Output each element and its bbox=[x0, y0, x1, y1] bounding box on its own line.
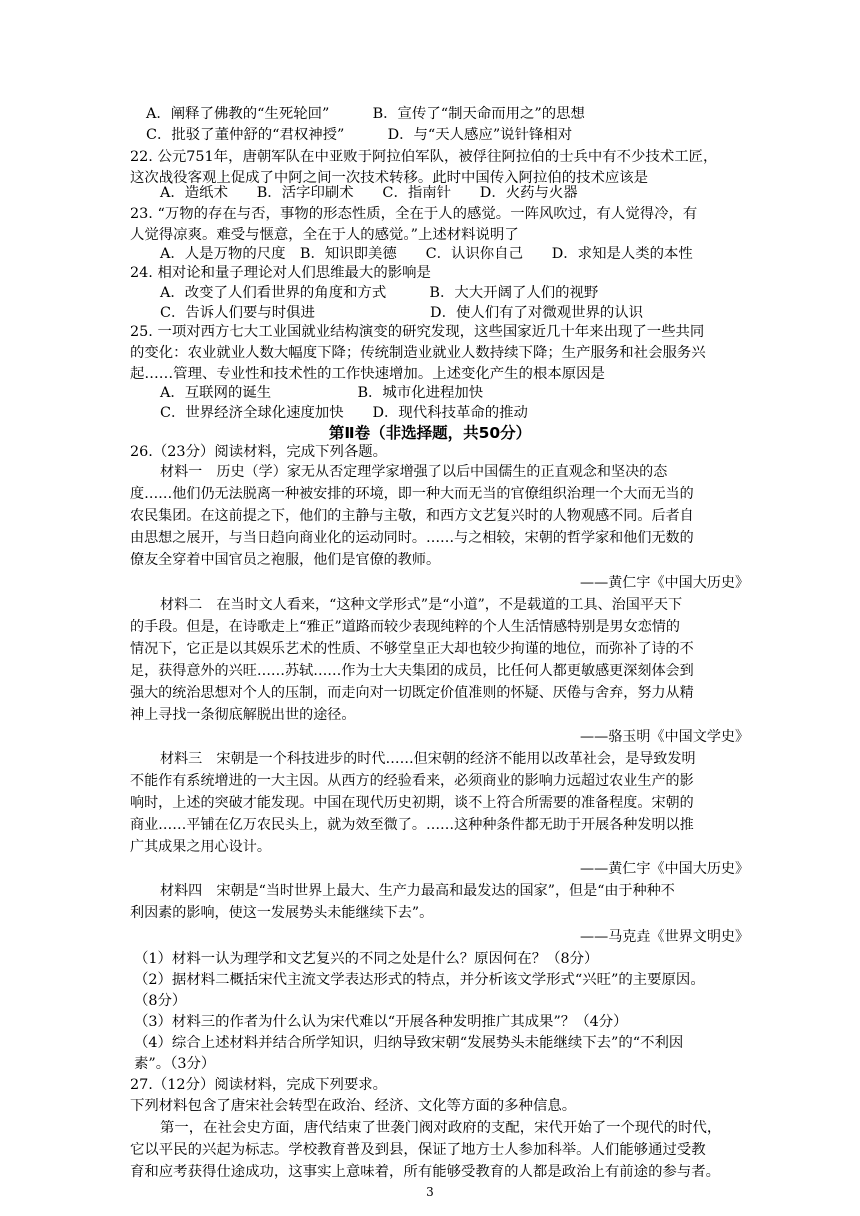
q21-options-ab: A．阐释了佛教的“生死轮回” B．宣传了“制天命而用之”的思想 bbox=[146, 106, 585, 122]
section-title: 第Ⅱ卷（非选择题，共50分） bbox=[328, 424, 532, 442]
q23-options: A．人是万物的尺度 B．知识即美德 C．认识你自己 D．求知是人类的本性 bbox=[160, 246, 693, 262]
material-3-source: ——黄仁宇《中国大历史》 bbox=[580, 861, 750, 877]
material-1-line1: 材料一 历史（学）家无从否定理学家增强了以后中国儒生的正直观念和坚决的态 bbox=[160, 464, 668, 480]
material-4-line2: 利因素的影响，使这一发展势头未能继续下去”。 bbox=[130, 905, 434, 921]
q22-stem-line1: 22. 公元751年，唐朝军队在中亚败于阿拉伯军队，被俘往阿拉伯的士兵中有不少技术工匠， bbox=[130, 149, 718, 165]
material-3-line2: 不能作有系统增进的一大主因。从西方的经验看来，必须商业的影响力远超过农业生产的影 bbox=[130, 773, 694, 789]
q27-material-line2: 它以平民的兴起为标志。学校教育普及到县，保证了地方士人参加科举。人们能够通过受教 bbox=[130, 1142, 706, 1158]
q26-heading: 26.（23分）阅读材料，完成下列各题。 bbox=[130, 444, 388, 460]
material-2-line3: 情况下，它正是以其娱乐艺术的性质、不够堂皇正大却也较少拘谨的地位，而弥补了诗的不 bbox=[130, 641, 694, 657]
q26-subquestion-1: （1）材料一认为理学和文艺复兴的不同之处是什么？原因何在？（8分） bbox=[134, 951, 599, 967]
material-3-line1: 材料三 宋朝是一个科技进步的时代……但宋朝的经济不能用以改革社会，是导致发明 bbox=[160, 751, 696, 767]
material-1-source: ——黄仁宇《中国大历史》 bbox=[580, 575, 750, 591]
q23-stem-line1: 23. “万物的存在与否，事物的形态性质，全在于人的感觉。一阵风吹过，有人觉得冷，有 bbox=[130, 206, 698, 222]
q22-stem-line2: 这次战役客观上促成了中阿之间一次技术转移。此时中国传入阿拉伯的技术应该是 bbox=[130, 170, 649, 186]
q25-options-cd: C．世界经济全球化速度加快 D．现代科技革命的推动 bbox=[160, 405, 528, 421]
q25-stem-line1: 25. 一项对西方七大工业国就业结构演变的研究发现，这些国家近几十年来出现了一些共同 bbox=[130, 324, 705, 340]
material-2-source: ——骆玉明《中国文学史》 bbox=[580, 729, 750, 745]
material-3-line3: 响时，上述的突破才能发现。中国在现代历史初期，谈不上符合所需要的准备程度。宋朝的 bbox=[130, 795, 694, 811]
q24-stem: 24. 相对论和量子理论对人们思维最大的影响是 bbox=[130, 265, 431, 281]
material-3-line5: 广其成果之用心设计。 bbox=[130, 839, 271, 855]
page-number: 3 bbox=[426, 1185, 434, 1199]
material-2-line5: 强大的统治思想对个人的压制，而走向对一切既定价值准则的怀疑、厌倦与舍弃，努力从精 bbox=[130, 685, 694, 701]
q25-stem-line3: 起……管理、专业性和技术性的工作快速增加。上述变化产生的根本原因是 bbox=[130, 366, 605, 382]
material-4-source: ——马克垚《世界文明史》 bbox=[580, 929, 750, 945]
q26-subquestion-4-score: 素”。（3分） bbox=[134, 1056, 216, 1072]
material-3-line4: 商业……平铺在亿万农民头上，就为效至微了。……这种种条件都无助于开展各种发明以推 bbox=[130, 817, 694, 833]
material-1-line4: 由思想之展开，与当日趋向商业化的运动同时。……与之相较，宋朝的哲学家和他们无数的 bbox=[130, 530, 694, 546]
material-1-line2: 度……他们仍无法脱离一种被安排的环境，即一种大而无当的官僚组织治理一个大而无当的 bbox=[130, 486, 694, 502]
material-1-line5: 僚友全穿着中国官员之袍服，他们是官僚的教师。 bbox=[130, 552, 441, 568]
q22-options: A．造纸术 B．活字印刷术 C．指南针 D．火药与火器 bbox=[160, 185, 578, 201]
q24-options-cd: C．告诉人们要与时俱进 D．使人们有了对微观世界的认识 bbox=[160, 305, 644, 321]
q26-subquestion-4: （4）综合上述材料并结合所学知识，归纳导致宋朝“发展势头未能继续下去”的“不利因 bbox=[134, 1035, 684, 1051]
q25-stem-line2: 的变化：农业就业人数大幅度下降；传统制造业就业人数持续下降；生产服务和社会服务兴 bbox=[130, 345, 706, 361]
q27-material-line3: 育和应考获得仕途成功，这事实上意味着，所有能够受教育的人都是政治上有前途的参与者。 bbox=[130, 1164, 721, 1180]
q26-subquestion-3: （3）材料三的作者为什么认为宋代难以“开展各种发明推广其成果”？（4分） bbox=[134, 1014, 628, 1030]
material-4-line1: 材料四 宋朝是“当时世界上最大、生产力最高和最发达的国家”，但是“由于种种不 bbox=[160, 883, 675, 899]
q26-subquestion-2-score: （8分） bbox=[134, 993, 187, 1009]
material-2-line1: 材料二 在当时文人看来，“这种文学形式”是“小道”，不是载道的工具、治国平天下 bbox=[160, 597, 683, 613]
q27-heading: 27.（12分）阅读材料，完成下列要求。 bbox=[130, 1077, 388, 1093]
q24-options-ab: A．改变了人们看世界的角度和方式 B．大大开阔了人们的视野 bbox=[160, 285, 599, 301]
q21-options-cd: C．批驳了董仲舒的“君权神授” D．与“天人感应”说针锋相对 bbox=[146, 127, 573, 143]
q25-options-ab: A．互联网的诞生 B．城市化进程加快 bbox=[160, 385, 484, 401]
material-2-line2: 的手段。但是，在诗歌走上“雅正”道路而较少表现纯粹的个人生活情感特别是男女恋情的 bbox=[130, 619, 680, 635]
material-2-line4: 足，获得意外的兴旺……苏轼……作为士大夫集团的成员，比任何人都更敏感更深刻体会到 bbox=[130, 663, 694, 679]
q23-stem-line2: 人觉得凉爽。难受与惬意，全在于人的感觉。”上述材料说明了 bbox=[130, 227, 519, 243]
material-1-line3: 农民集团。在这前提之下，他们的主静与主敬，和西方文艺复兴时的人物观感不同。后者自 bbox=[130, 508, 694, 524]
q26-subquestion-2: （2）据材料二概括宋代主流文学表达形式的特点，并分析该文学形式“兴旺”的主要原因。 bbox=[134, 972, 705, 988]
q27-material-line1: 第一，在社会史方面，唐代结束了世袭门阀对政府的支配，宋代开始了一个现代的时代， bbox=[160, 1120, 722, 1136]
material-2-line6: 神上寻找一条彻底解脱出世的途径。 bbox=[130, 707, 356, 723]
q27-intro: 下列材料包含了唐宋社会转型在政治、经济、文化等方面的多种信息。 bbox=[130, 1098, 577, 1114]
